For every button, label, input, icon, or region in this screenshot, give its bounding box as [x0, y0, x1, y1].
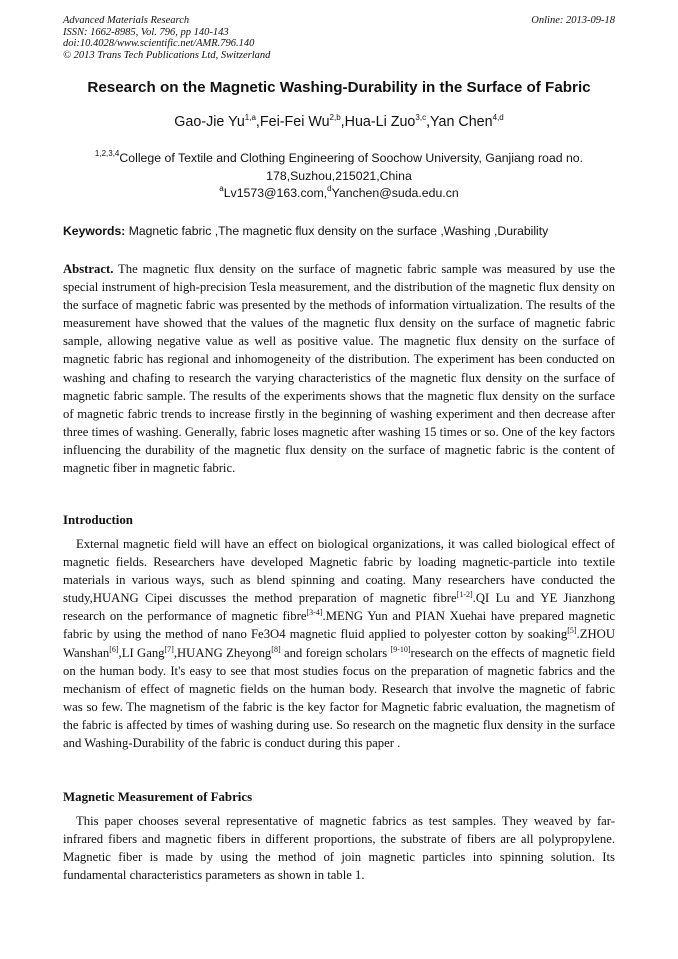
measurement-paragraph: This paper chooses several representative of magnetic fabrics as test samples. They weaved by far-infrared fibers and magnetic fibers in different proportions, the substrate of fibers are all polypropylene. Magnetic fiber is made by using the method of join magnetic particles into spinning solution. Its fundamental characteristics parameters as shown in table 1.: [63, 814, 615, 883]
author-name: Hua-Li Zuo: [344, 114, 416, 130]
citation[interactable]: [8]: [271, 644, 281, 654]
abstract: [63, 260, 615, 477]
email-address[interactable]: Lv1573@163.com,: [223, 186, 328, 200]
paragraph-text: and foreign scholars: [280, 645, 391, 660]
citation[interactable]: [7]: [164, 644, 174, 654]
paragraph-text: .ZHOU Wanshan: [63, 627, 615, 660]
author-affiliation-mark: 4,d: [492, 113, 504, 122]
journal-header: [63, 15, 615, 61]
copyright-line: © 2013 Trans Tech Publications Ltd, Switzerland: [63, 49, 271, 61]
affiliation: [70, 150, 608, 203]
section-heading-introduction: Introduction: [63, 513, 133, 527]
affiliation-line: College of Textile and Clothing Engineering of Soochow University, Ganjiang road no.: [119, 151, 584, 165]
author-affiliation-mark: 1,a: [244, 113, 256, 122]
doi-line: doi:10.4028/www.scientific.net/AMR.796.140: [63, 38, 255, 50]
keywords: [63, 224, 623, 238]
citation[interactable]: [3-4]: [306, 608, 323, 618]
section-heading-measurement: Magnetic Measurement of Fabrics: [63, 790, 253, 804]
author-affiliation-mark: 2,b: [329, 113, 341, 122]
abstract-text: The magnetic flux density on the surface of magnetic fabric sample was measured by use the special instrument of high-precision Tesla measurement, and the distribution of the magnetic flux density on the surface of magnetic fabric was presented by the methods of information virtualization. The results of the measurement have showed that the values of the magnetic flux density on the surface of magnetic fabric sample, allowing negative value as well as positive value. The magnetic flux density on the surface of magnetic fabric has regional and inhomogeneity of the distribution. The experiment has been conducted on washing and chafing to research the varying characteristics of the magnetic flux density on the surface of magnetic fabric sample. The results of the experiments shows that the magnetic flux density on the surface of magnetic fabric trends to increase firstly in the beginning of washing experiment and then decrease after three times of washing. Generally, fabric loses magnetic after washing 15 times or so. One of the key factors influencing the durability of the magnetic flux density on the surface of magnetic fabric is the content of magnetic fiber in magnetic fabric.: [63, 262, 615, 476]
paragraph-text: research on the effects of magnetic field on the human body. It's easy to see that most studies focus on the preparation of magnetic fabrics and the mechanism of effect of magnetic fields on the human body. Research that involve the magnetic of fabric was so few. The magnetism of the fabric is the key factor for Magnetic fabric evaluation, the magnetism of the fabric is affected by times of washing during use. So research on the magnetic flux density in the surface and Washing-Durability of the fabric is conduct during this paper .: [63, 645, 615, 751]
author-name: Fei-Fei Wu: [259, 114, 330, 130]
affiliation-line: 178,Suzhou,215021,China: [266, 168, 412, 183]
author-name: Gao-Jie Yu: [174, 114, 245, 130]
journal-name: Advanced Materials Research: [63, 15, 190, 26]
email-mark: a: [219, 184, 224, 193]
citation[interactable]: [1-2]: [456, 590, 473, 600]
keywords-text: Magnetic fabric ,The magnetic flux density on the surface ,Washing ,Durability: [125, 224, 549, 238]
paragraph-text: ,LI Gang: [118, 645, 165, 660]
author-list: Gao-Jie Yu$^{1,a}$,Fei-Fei Wu$^{2,b}$,Hua-Li Zuo$^{3,c}$,Yan Chen$^{4,d}$: [174, 113, 504, 130]
citation[interactable]: [9-10]: [390, 644, 411, 654]
paragraph-text: .QI Lu and YE Jianzhong research on the performance of magnetic fibre: [63, 591, 616, 624]
issn-line: ISSN: 1662-8985, Vol. 796, pp 140-143: [63, 26, 229, 38]
email-line: [70, 185, 608, 203]
paragraph-text: .MENG Yun and PIAN Xuehai have prepared magnetic fabric by using the method of nano Fe3O4 magnetic fluid applied to polyester cotton by soaking: [63, 609, 615, 642]
affiliation-mark: 1,2,3,4: [94, 149, 120, 158]
introduction-paragraph: [63, 535, 615, 752]
email-address[interactable]: Yanchen@suda.edu.cn: [331, 186, 459, 200]
citation[interactable]: [6]: [109, 644, 119, 654]
paper-title: Research on the Magnetic Washing-Durability in the Surface of Fabric: [87, 79, 591, 96]
author-name: Yan Chen: [430, 114, 493, 130]
citation[interactable]: [5]: [567, 626, 577, 636]
author-affiliation-mark: 3,c: [415, 113, 427, 122]
abstract-label: Abstract.: [63, 262, 114, 276]
paragraph-text: External magnetic field will have an effect on biological organizations, it was called biological effect of magnetic fields. Researchers have developed Magnetic fabric by loading magnetic-particle into textile materials in various ways, such as blend spinning and coating. Many researchers have conducted the study,HUANG Cipei discusses the method preparation of magnetic fibre: [63, 537, 615, 606]
keywords-label: Keywords:: [63, 224, 126, 238]
online-date: Online: 2013-09-18: [531, 15, 615, 26]
email-mark: d: [327, 184, 332, 193]
paragraph-text: ,HUANG Zheyong: [173, 645, 272, 660]
